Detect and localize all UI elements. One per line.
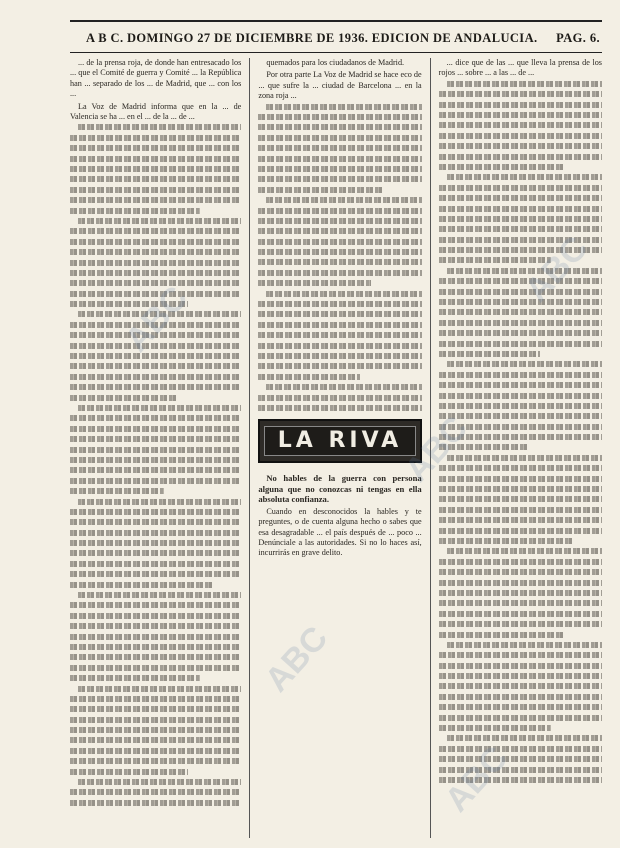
text-line-texture — [258, 239, 421, 245]
text-line-texture — [70, 457, 241, 463]
text-line-texture — [439, 746, 602, 752]
text-line-texture — [447, 81, 602, 87]
text-line-texture — [70, 675, 200, 681]
text-line-texture — [439, 206, 602, 212]
text-line-texture — [439, 382, 602, 388]
text-line-texture — [78, 499, 241, 505]
text-line-texture — [70, 582, 212, 588]
text-line-texture — [70, 249, 241, 255]
text-line-texture — [439, 372, 602, 378]
text-line-texture — [70, 322, 241, 328]
text-line-texture — [258, 353, 421, 359]
text-line-texture — [258, 249, 421, 255]
text-line-texture — [439, 226, 602, 232]
text-line-texture — [439, 683, 602, 689]
banner-frame — [264, 426, 416, 456]
text-line-texture — [258, 343, 421, 349]
text-line-texture — [70, 800, 241, 806]
text-line-texture — [439, 652, 602, 658]
header-rule — [70, 52, 602, 53]
text-line-texture — [439, 278, 602, 284]
header-title: A B C. DOMINGO 27 DE DICIEMBRE DE 1936. EDICION DE ANDALUCIA. — [86, 30, 538, 45]
text-line-texture — [70, 301, 188, 307]
text-line-texture — [258, 156, 421, 162]
article-columns — [70, 58, 602, 838]
text-line-texture — [258, 405, 421, 411]
text-line-texture — [78, 686, 241, 692]
text-line-texture — [70, 696, 241, 702]
text-line-texture — [439, 538, 575, 544]
text-line-texture — [70, 343, 241, 349]
text-line-texture — [439, 320, 602, 326]
text-line-texture — [258, 124, 421, 130]
text-line-texture — [70, 415, 241, 421]
text-line-texture — [439, 621, 602, 627]
text-line-texture — [439, 112, 602, 118]
text-line-texture — [70, 447, 241, 453]
text-line-texture — [439, 611, 602, 617]
text-line-texture — [70, 789, 241, 795]
text-line-texture — [70, 374, 241, 380]
text-line-texture — [70, 478, 241, 484]
text-line-texture — [439, 195, 602, 201]
text-line-texture — [439, 600, 602, 606]
text-line-texture — [439, 434, 602, 440]
text-line-texture — [258, 114, 421, 120]
text-line-texture — [258, 145, 421, 151]
text-line-texture — [78, 779, 241, 785]
col1-paragraph: ... de la prensa roja, de donde han entresacado los ... que el Comité de guerra y Comité ... la República han ... separado de los ... de Madrid, que ... con los ... — [70, 58, 242, 99]
text-line-texture — [439, 299, 602, 305]
top-rule — [70, 20, 602, 22]
page-header — [86, 28, 600, 48]
col1-paragraph: La Voz de Madrid informa que en la ... de Valencia se ha ... en el ... de la ... de ... — [70, 101, 242, 122]
text-line-texture — [439, 247, 602, 253]
text-line-texture — [447, 455, 602, 461]
text-line-texture — [439, 694, 602, 700]
text-line-texture — [439, 756, 602, 762]
text-line-texture — [439, 237, 602, 243]
text-line-texture — [70, 135, 241, 141]
text-line-texture — [439, 185, 602, 191]
text-line-texture — [439, 528, 602, 534]
page-number: PAG. 6. — [556, 30, 600, 45]
text-line-texture — [258, 259, 421, 265]
text-line-texture — [439, 216, 602, 222]
text-line-texture — [439, 590, 602, 596]
text-line-texture — [439, 122, 602, 128]
text-line-texture — [439, 154, 602, 160]
text-line-texture — [439, 289, 602, 295]
text-line-texture — [70, 187, 241, 193]
text-line-texture — [439, 496, 602, 502]
text-line-texture — [439, 164, 563, 170]
text-line-texture — [258, 374, 359, 380]
text-line-texture — [70, 467, 241, 473]
text-line-texture — [70, 769, 188, 775]
text-line-texture — [447, 361, 602, 367]
text-line-texture — [258, 218, 421, 224]
text-line-texture — [439, 486, 602, 492]
text-line-texture — [439, 465, 602, 471]
text-line-texture — [70, 509, 241, 515]
text-line-texture — [70, 291, 241, 297]
text-line-texture — [70, 717, 241, 723]
text-line-texture — [439, 257, 552, 263]
text-line-texture — [266, 384, 421, 390]
text-line-texture — [439, 351, 540, 357]
text-line-texture — [258, 322, 421, 328]
text-line-texture — [70, 395, 176, 401]
text-line-texture — [439, 309, 602, 315]
banner-lead: No hables de la guerra con persona alguna que no conozcas ni tengas en ella absoluta confianza. — [258, 472, 422, 505]
text-line-texture — [258, 228, 421, 234]
text-line-texture — [439, 133, 602, 139]
text-line-texture — [447, 268, 602, 274]
watermark-text: ABC — [117, 279, 196, 360]
text-line-texture — [447, 174, 602, 180]
col2-paragraph: Por otra parte La Voz de Madrid se hace eco de ... que sufre la ... ciudad de Barcelona ... en la zona roja ... — [258, 70, 422, 101]
text-line-texture — [70, 166, 241, 172]
text-line-texture — [70, 488, 164, 494]
text-line-texture — [258, 208, 421, 214]
col2-filler-text — [258, 104, 421, 411]
text-line-texture — [439, 143, 602, 149]
text-line-texture — [439, 704, 602, 710]
text-line-texture — [70, 239, 241, 245]
text-line-texture — [70, 737, 241, 743]
text-line-texture — [447, 548, 602, 554]
text-line-texture — [70, 208, 200, 214]
text-line-texture — [70, 748, 241, 754]
text-line-texture — [439, 580, 602, 586]
text-line-texture — [439, 102, 602, 108]
text-line-texture — [70, 145, 241, 151]
col2-paragraph: Cuando en desconocidos la hables y te preguntes, o de cuenta alguna hecho o sabes que esa desagradable ... el país después de ... poco ... Denúnciale a las autoridades. Si no lo haces así, incurrirás en grave delito. — [258, 506, 422, 558]
text-line-texture — [78, 592, 241, 598]
text-line-texture — [439, 413, 602, 419]
text-line-texture — [70, 634, 241, 640]
text-line-texture — [258, 311, 421, 317]
text-line-texture — [70, 665, 241, 671]
text-line-texture — [439, 569, 602, 575]
text-line-texture — [78, 124, 241, 130]
text-line-texture — [70, 602, 241, 608]
text-line-texture — [70, 270, 241, 276]
text-line-texture — [266, 104, 421, 110]
text-line-texture — [439, 767, 602, 773]
column-3 — [430, 58, 602, 838]
text-line-texture — [70, 280, 241, 286]
col3-paragraph: ... dice que de las ... que lleva la prensa de los rojos ... sobre ... a las ... de ... — [438, 58, 602, 78]
text-line-texture — [258, 395, 421, 401]
text-line-texture — [258, 280, 371, 286]
text-line-texture — [439, 725, 552, 731]
text-line-texture — [439, 517, 602, 523]
text-line-texture — [70, 530, 241, 536]
text-line-texture — [258, 301, 421, 307]
column-1 — [70, 58, 241, 838]
text-line-texture — [70, 384, 241, 390]
text-line-texture — [70, 550, 241, 556]
text-line-texture — [258, 363, 421, 369]
text-line-texture — [70, 644, 241, 650]
text-line-texture — [447, 735, 602, 741]
text-line-texture — [439, 632, 563, 638]
text-line-texture — [78, 405, 241, 411]
text-line-texture — [439, 424, 602, 430]
text-line-texture — [70, 758, 241, 764]
text-line-texture — [70, 156, 241, 162]
col2-paragraph: quemados para los ciudadanos de Madrid. — [266, 58, 405, 67]
text-line-texture — [70, 623, 241, 629]
text-line-texture — [70, 519, 241, 525]
text-line-texture — [70, 613, 241, 619]
watermark-text: ABC — [257, 619, 336, 700]
watermark-text: ABC — [397, 409, 476, 490]
text-line-texture — [258, 270, 421, 276]
text-line-texture — [439, 663, 602, 669]
text-line-texture — [439, 341, 602, 347]
text-line-texture — [258, 135, 421, 141]
text-line-texture — [70, 332, 241, 338]
banner-word: LA RIVA — [277, 427, 403, 453]
text-line-texture — [70, 426, 241, 432]
text-line-texture — [70, 260, 241, 266]
text-line-texture — [439, 715, 602, 721]
text-line-texture — [70, 197, 241, 203]
text-line-texture — [70, 363, 241, 369]
text-line-texture — [70, 561, 241, 567]
column-2 — [249, 58, 421, 838]
col3-filler-text — [439, 81, 602, 783]
text-line-texture — [70, 228, 241, 234]
text-line-texture — [70, 706, 241, 712]
text-line-texture — [439, 507, 602, 513]
text-line-texture — [258, 187, 382, 193]
text-line-texture — [439, 393, 602, 399]
text-line-texture — [78, 311, 241, 317]
text-line-texture — [70, 353, 241, 359]
text-line-texture — [258, 332, 421, 338]
text-line-texture — [439, 444, 529, 450]
text-line-texture — [70, 571, 241, 577]
text-line-texture — [266, 291, 421, 297]
text-line-texture — [70, 436, 241, 442]
text-line-texture — [266, 197, 421, 203]
text-line-texture — [439, 91, 602, 97]
text-line-texture — [439, 330, 602, 336]
text-line-texture — [78, 218, 241, 224]
text-line-texture — [439, 673, 602, 679]
text-line-texture — [439, 403, 602, 409]
text-line-texture — [70, 727, 241, 733]
text-line-texture — [439, 559, 602, 565]
col1-filler-text — [70, 124, 241, 805]
text-line-texture — [439, 476, 602, 482]
text-line-texture — [447, 642, 602, 648]
text-line-texture — [70, 540, 241, 546]
text-line-texture — [70, 176, 241, 182]
text-line-texture — [258, 166, 421, 172]
text-line-texture — [70, 654, 241, 660]
text-line-texture — [258, 176, 421, 182]
la-riva-banner — [258, 419, 421, 463]
text-line-texture — [439, 777, 602, 783]
